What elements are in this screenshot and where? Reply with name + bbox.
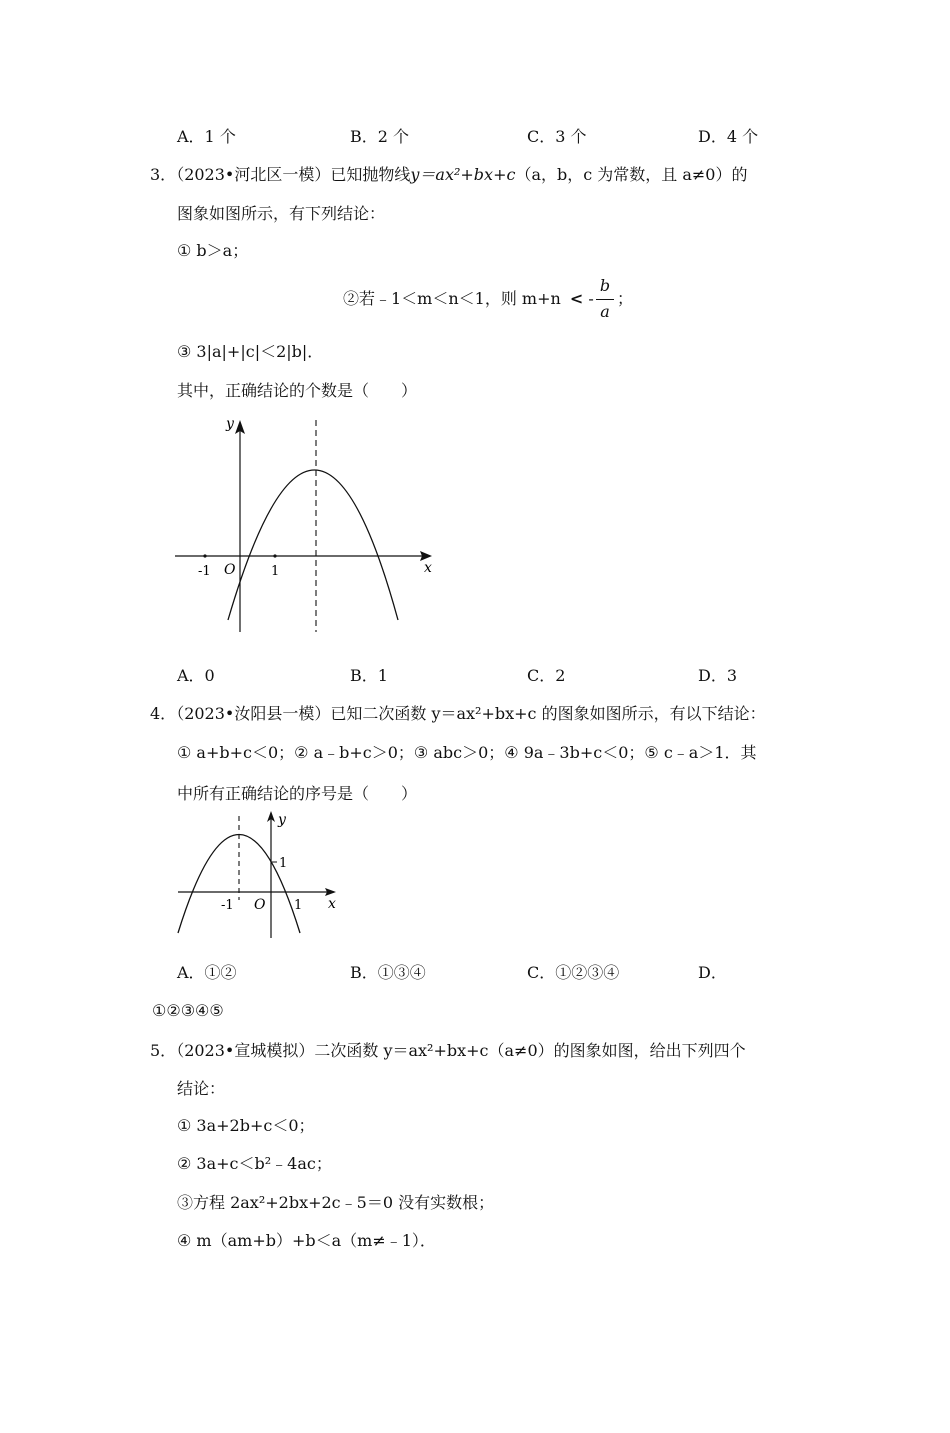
q4-option-a: A．①② [177, 963, 237, 982]
q2-option-c: C．3 个 [527, 127, 587, 146]
q4-ask: 中所有正确结论的序号是（ ） [177, 784, 418, 803]
q3-origin: O [224, 562, 236, 578]
q4-origin: O [254, 897, 266, 913]
q4-tick-neg1: -1 [221, 898, 234, 913]
q5-conclusion-3: ③方程 2ax²+2bx+2c﹣5＝0 没有实数根； [177, 1193, 495, 1212]
q3-conclusion-2 [343, 288, 594, 310]
q4-tick-1: 1 [294, 898, 303, 913]
q3-parabola-graph [170, 410, 440, 635]
q5-conclusion-4: ④ m（am+b）+b＜a（m≠﹣1）． [177, 1231, 436, 1250]
q3-option-c: C．2 [527, 666, 566, 685]
q3-y-label: y [226, 416, 234, 432]
q3-stem: 已知抛物线 [330, 165, 411, 184]
q3-tick-1-dot [273, 554, 276, 557]
q4-option-c: C．①②③④ [527, 963, 620, 982]
q4-x-label: x [328, 896, 336, 912]
q4-parabola-graph [170, 808, 350, 943]
q5-question-line2: 结论： [177, 1079, 226, 1098]
q4-number: 4． [150, 704, 177, 723]
q3-tick-neg1: -1 [198, 564, 211, 579]
q3-tick-1: 1 [271, 564, 280, 579]
q3-number: 3． [150, 165, 177, 184]
q3-c2-end: ； [617, 289, 634, 308]
q3-option-b: B．1 [350, 666, 388, 685]
q3-frac-num: b [599, 276, 611, 295]
q3-source: （2023•河北区一模） [176, 165, 331, 184]
q5-number: 5． [150, 1041, 177, 1060]
q4-option-b: B．①③④ [350, 963, 426, 982]
q4-question-line1 [150, 703, 766, 725]
q2-option-b: B．2 个 [350, 127, 410, 146]
q3-c2-minus: - [588, 289, 594, 308]
q3-params: （a，b，c 为常数，且 a≠0）的 [515, 165, 748, 184]
q3-c2-lt: < [569, 289, 584, 308]
q3-equation: y＝ax²+bx+c [410, 165, 516, 184]
q3-c2-text: ②若﹣1＜m＜n＜1，则 m+n [343, 289, 561, 308]
q4-option-d-value: ①②③④⑤ [152, 1001, 224, 1020]
q3-conclusion-3: ③ 3|a|+|c|＜2|b|． [177, 342, 324, 361]
q3-ask: 其中，正确结论的个数是（ ） [177, 381, 418, 400]
q2-option-d: D．4 个 [698, 127, 759, 146]
q5-source: （2023•宣城模拟） [176, 1041, 315, 1060]
q3-x-label: x [424, 560, 432, 576]
q4-tick-y1: 1 [279, 856, 288, 871]
q3-option-a: A．0 [177, 666, 215, 685]
q4-option-d: D． [698, 963, 727, 982]
q3-question-line2: 图象如图所示，有下列结论： [177, 204, 386, 223]
q3-question-line1 [150, 164, 747, 186]
q4-stem: 已知二次函数 y＝ax²+bx+c 的图象如图所示，有以下结论： [330, 704, 766, 723]
q5-conclusion-1: ① 3a+2b+c＜0； [177, 1116, 315, 1135]
q4-y-label: y [278, 812, 286, 828]
q3-parabola [228, 470, 398, 620]
q3-conclusion-1: ① b＞a； [177, 241, 249, 260]
q3-tick-neg1-dot [203, 554, 206, 557]
q4-source: （2023•汝阳县一模） [176, 704, 331, 723]
q5-conclusion-2: ② 3a+c＜b²﹣4ac； [177, 1154, 332, 1173]
q5-question-line1 [150, 1040, 746, 1062]
q3-frac-bar [596, 299, 614, 300]
q3-frac-den: a [600, 302, 610, 321]
q3-option-d: D．3 [698, 666, 738, 685]
q2-option-a: A．1 个 [177, 127, 236, 146]
q5-stem: 二次函数 y＝ax²+bx+c（a≠0）的图象如图，给出下列四个 [314, 1041, 746, 1060]
q4-conclusions: ① a+b+c＜0；② a﹣b+c＞0；③ abc＞0；④ 9a﹣3b+c＜0；⑤ c﹣a＞1．其 [177, 743, 757, 762]
